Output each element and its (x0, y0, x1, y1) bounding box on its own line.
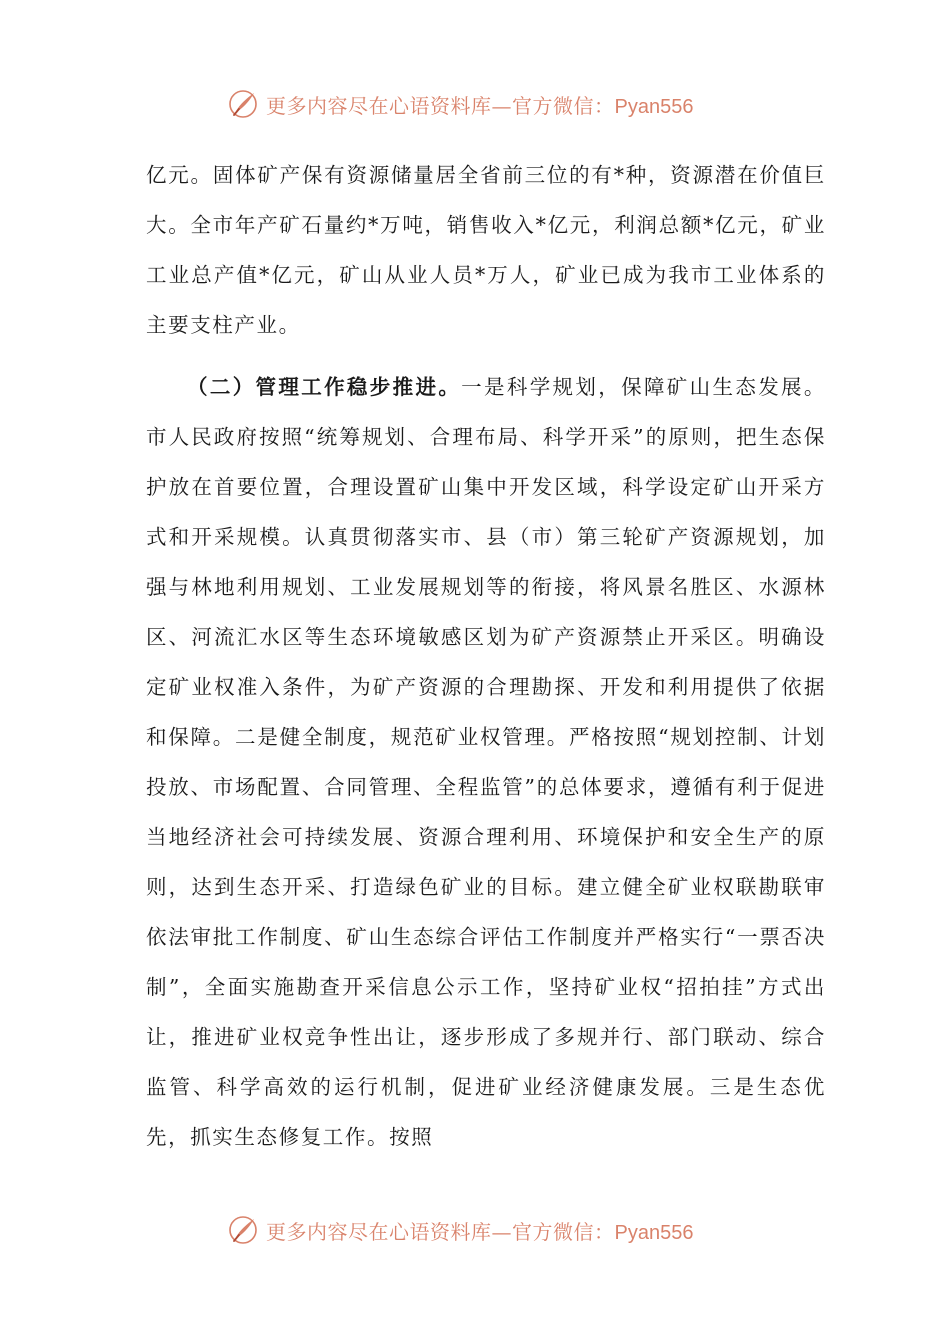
quill-logo-icon (226, 87, 260, 121)
paragraph-management (146, 362, 826, 1162)
section-heading: （二）管理工作稳步推进。 (187, 375, 462, 399)
watermark-text: 更多内容尽在心语资料库—官方微信：Pyan556 (266, 93, 694, 118)
watermark-header (226, 84, 746, 124)
paragraph-continuation: 亿元。固体矿产保有资源储量居全省前三位的有*种，资源潜在价值巨大。全市年产矿石量约*万吨，销售收入*亿元，利润总额*亿元，矿业工业总产值*亿元，矿山从业人员*万人，矿业已成为我市工业体系的主要支柱产业。 (146, 163, 826, 337)
watermark-wechat-id: Pyan556 (614, 95, 694, 118)
paragraph-management-body: 一是科学规划，保障矿山生态发展。市人民政府按照“统筹规划、合理布局、科学开采”的原则，把生态保护放在首要位置，合理设置矿山集中开发区域，科学设定矿山开采方式和开采规模。认真贯彻落实市、县（市）第三轮矿产资源规划，加强与林地利用规划、工业发展规划等的衔接，将风景名胜区、水源林区、河流汇水区等生态环境敏感区划为矿产资源禁止开采区。明确设定矿业权准入条件，为矿产资源的合理勘探、开发和利用提供了依据和保障。二是健全制度，规范矿业权管理。严格按照“规划控制、计划投放、市场配置、合同管理、全程监管”的总体要求，遵循有利于促进当地经济社会可持续发展、资源合理利用、环境保护和安全生产的原则，达到生态开采、打造绿色矿业的目标。建立健全矿业权联勘联审依法审批工作制度、矿山生态综合评估工作制度并严格实行“一票否决制”，全面实施勘查开采信息公示工作，坚持矿业权“招拍挂”方式出让，推进矿业权竞争性出让，逐步形成了多规并行、部门联动、综合监管、科学高效的运行机制，促进矿业经济健康发展。三是生态优先，抓实生态修复工作。按照 (146, 375, 826, 1149)
quill-logo-icon (226, 1213, 260, 1247)
watermark-wechat-id: Pyan556 (614, 1221, 694, 1244)
watermark-footer (226, 1210, 746, 1250)
watermark-text: 更多内容尽在心语资料库—官方微信：Pyan556 (266, 1219, 694, 1244)
document-body (146, 150, 826, 1162)
